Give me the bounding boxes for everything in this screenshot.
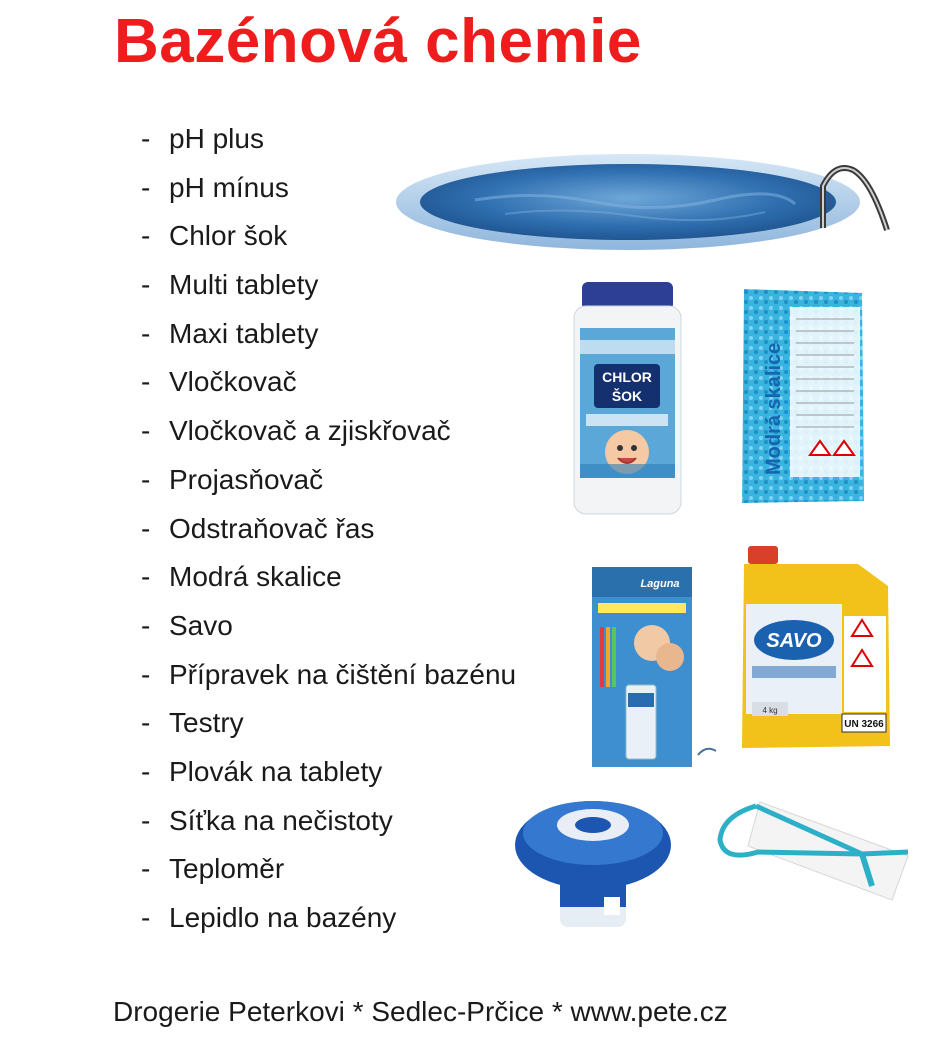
list-item xyxy=(141,894,516,943)
savo-product xyxy=(738,546,898,752)
list-item xyxy=(141,456,516,505)
list-item-label: pH plus xyxy=(169,123,264,154)
list-item-label: Odstraňovač řas xyxy=(169,512,375,544)
list-item xyxy=(141,748,516,797)
footer-contact: Drogerie Peterkovi * Sedlec-Prčice * www.pete.cz xyxy=(113,996,728,1027)
list-item-label: pH mínus xyxy=(169,171,289,203)
list-item xyxy=(141,797,516,846)
chlor-label-1: CHLOR xyxy=(602,369,652,385)
list-item xyxy=(141,699,516,748)
bullet-dash: - xyxy=(141,755,151,787)
savo-label: SAVO xyxy=(766,630,822,652)
list-item-label: Modrá skalice xyxy=(169,561,342,593)
list-item-label: Plovák na tablety xyxy=(169,755,383,787)
list-item xyxy=(141,505,516,554)
bullet-dash: - xyxy=(141,123,151,154)
list-item-label: Síťka na nečistoty xyxy=(169,804,393,836)
bullet-dash: - xyxy=(141,853,151,885)
tester-product xyxy=(590,565,725,770)
list-item xyxy=(141,358,516,407)
list-item-label: Chlor šok xyxy=(169,220,288,252)
bullet-dash: - xyxy=(141,415,151,447)
bullet-dash: - xyxy=(141,609,151,641)
bullet-dash: - xyxy=(141,366,151,398)
list-item-label: Přípravek na čištění bazénu xyxy=(169,658,517,690)
list-item xyxy=(141,553,516,602)
modra-skalice-product xyxy=(738,285,868,507)
list-item xyxy=(141,651,516,700)
bullet-dash: - xyxy=(141,561,151,593)
list-item-label: Teploměr xyxy=(169,853,285,885)
plovak-product xyxy=(512,785,674,935)
bullet-dash: - xyxy=(141,512,151,544)
bullet-dash: - xyxy=(141,269,151,301)
list-item-label: Testry xyxy=(169,707,244,739)
canister-un: UN 3266 xyxy=(844,719,884,730)
sitka-product xyxy=(712,796,912,906)
list-item-label: Maxi tablety xyxy=(169,317,319,349)
bullet-dash: - xyxy=(141,171,151,203)
tester-brand: Laguna xyxy=(640,578,680,590)
page-title: Bazénová chemie xyxy=(114,7,642,76)
list-item-label: Projasňovač xyxy=(169,463,324,495)
bullet-dash: - xyxy=(141,658,151,690)
bullet-dash: - xyxy=(141,463,151,495)
list-item xyxy=(141,602,516,651)
list-item xyxy=(141,845,516,894)
list-item-label: Savo xyxy=(169,609,233,641)
skalice-label: Modrá skalice xyxy=(763,342,785,475)
bullet-dash: - xyxy=(141,317,151,349)
list-item-label: Multi tablety xyxy=(169,269,319,301)
list-item-label: Vločkovač a zjiskřovač xyxy=(169,415,451,447)
canister-weight: 4 kg xyxy=(762,706,778,715)
bullet-dash: - xyxy=(141,707,151,739)
chlor-sok-product xyxy=(570,280,685,518)
list-item xyxy=(141,310,516,359)
list-item-label: Lepidlo na bazény xyxy=(169,902,397,933)
list-item xyxy=(141,407,516,456)
list-item-label: Vločkovač xyxy=(169,366,297,398)
bullet-dash: - xyxy=(141,220,151,252)
bullet-dash: - xyxy=(141,804,151,836)
chlor-label-2: ŠOK xyxy=(611,388,643,404)
list-item xyxy=(141,261,516,310)
bullet-dash: - xyxy=(141,902,151,933)
pool-illustration xyxy=(395,150,895,255)
